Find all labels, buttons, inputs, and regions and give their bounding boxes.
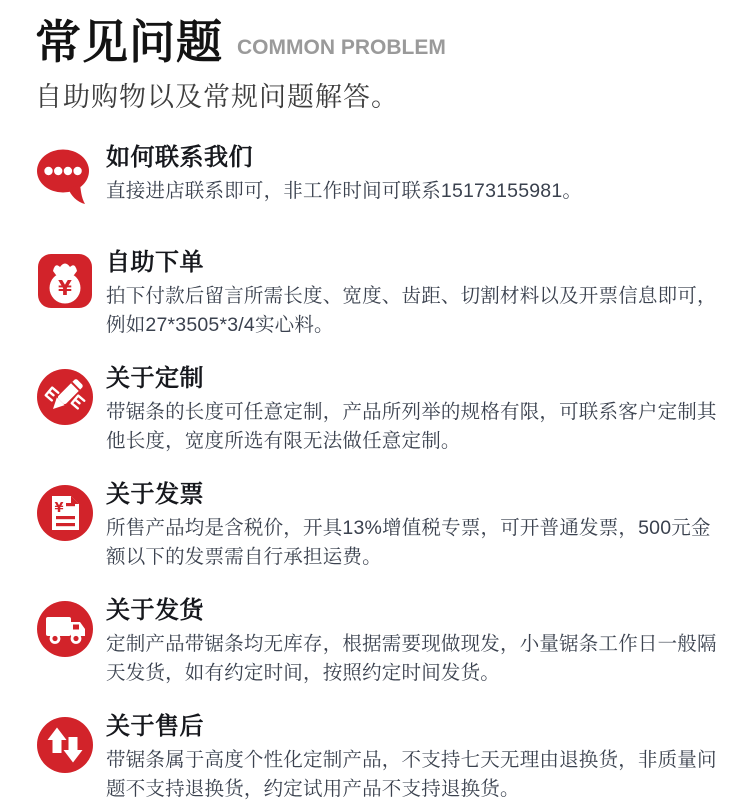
- money-bag-icon: [35, 251, 95, 311]
- faq-item-invoice: [35, 479, 720, 572]
- faq-item-body: 定制产品带锯条均无库存，根据需要现做现发，小量锯条工作日一般隔天发货，如有约定时间，按照约定时间发货。: [106, 633, 717, 685]
- faq-item-body: 带锯条属于高度个性化定制产品，不支持七天无理由退换货，非质量问题不支持退换货，约定试用产品不支持退换货。: [106, 749, 717, 801]
- page-title-english: COMMON PROBLEM: [237, 36, 446, 60]
- up-down-arrows-icon: [35, 715, 95, 775]
- faq-item-customization: [35, 363, 720, 456]
- page-subtitle: 自助购物以及常规问题解答。: [35, 82, 399, 113]
- faq-item-contact: [35, 142, 720, 224]
- svg-text:¥: ¥: [58, 276, 72, 301]
- faq-item-title: 关于售后: [106, 711, 204, 741]
- faq-item-text: [106, 247, 720, 340]
- faq-item-self-order: [35, 247, 720, 340]
- faq-item-text: [106, 479, 720, 572]
- truck-icon: [35, 599, 95, 659]
- faq-item-title: 关于发货: [106, 595, 204, 625]
- faq-item-body: 拍下付款后留言所需长度、宽度、齿距、切割材料以及开票信息即可，例如27*3505*3/4实心料。: [106, 285, 717, 337]
- faq-item-title: 关于定制: [106, 363, 204, 393]
- faq-item-body: 所售产品均是含税价，开具13%增值税专票，可开普通发票，500元金额以下的发票需自行承担运费。: [106, 517, 711, 569]
- faq-item-title: 如何联系我们: [106, 142, 253, 172]
- faq-list: [35, 142, 720, 804]
- chat-bubble-icon: [35, 146, 95, 206]
- faq-item-shipping: [35, 595, 720, 688]
- svg-text:¥: ¥: [54, 501, 64, 517]
- faq-item-title: 自助下单: [106, 247, 204, 277]
- faq-item-after-sales: [35, 711, 720, 804]
- faq-item-text: [106, 595, 720, 688]
- faq-item-text: [106, 142, 720, 206]
- faq-item-text: [106, 711, 720, 804]
- faq-item-body: 带锯条的长度可任意定制，产品所列举的规格有限，可联系客户定制其他长度，宽度所选有限无法做任意定制。: [106, 401, 717, 453]
- pencil-customize-icon: [35, 367, 95, 427]
- faq-item-body: 直接进店联系即可，非工作时间可联系15173155981。: [106, 180, 583, 203]
- page-title: 常见问题: [35, 15, 223, 69]
- faq-item-title: 关于发票: [106, 479, 204, 509]
- faq-item-text: [106, 363, 720, 456]
- invoice-icon: [35, 483, 95, 543]
- page-header: [35, 15, 720, 69]
